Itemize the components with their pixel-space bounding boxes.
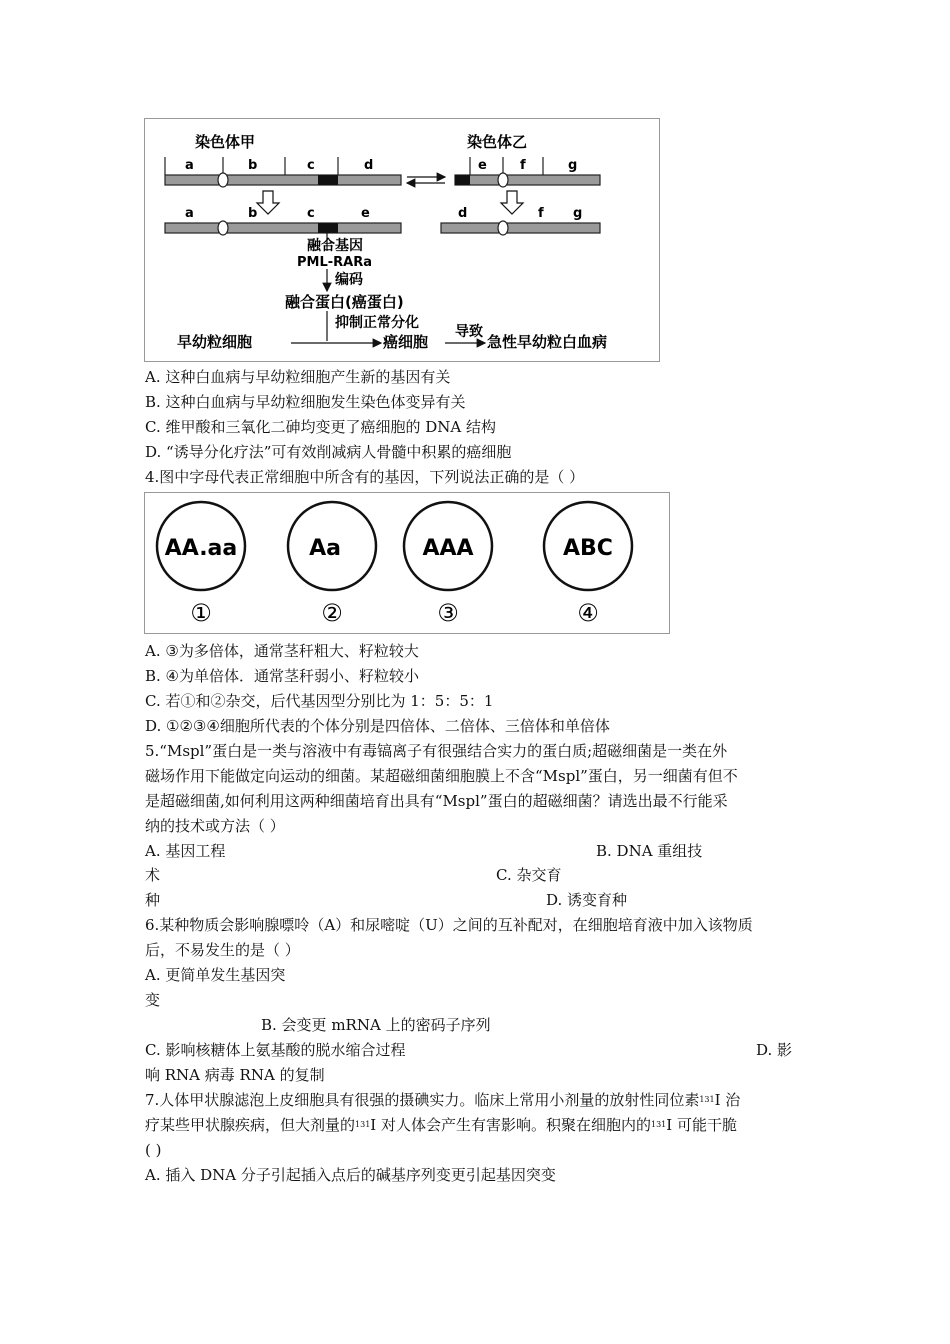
q7-text: 疗某些甲状腺疾病，但大剂量的 <box>145 1116 356 1134</box>
chromosome-a-top <box>165 157 401 187</box>
inhibit-label: 抑制正常分化 <box>335 315 419 331</box>
gene-label: a <box>185 158 194 173</box>
fusion-gene-name: PML-RARa <box>297 255 372 270</box>
cell-number: ① <box>190 599 212 627</box>
chromosome-a-label: 染色体甲 <box>195 133 256 151</box>
q7-text: I 治 <box>714 1091 741 1109</box>
q6-option-d: D. 影 <box>756 1041 793 1059</box>
q4-option-b: B. ④为单倍体．通常茎秆弱小、籽粒较小 <box>145 667 420 685</box>
cell-diagram <box>145 493 669 633</box>
gene-label: d <box>364 158 374 173</box>
gene-label: e <box>361 206 370 221</box>
cancer-cell-label: 癌细胞 <box>383 333 429 351</box>
encode-label: 编码 <box>335 272 363 288</box>
gene-label: e <box>478 158 487 173</box>
cell-genes: AA.aa <box>164 536 238 561</box>
q7-stem-line <box>145 1090 740 1110</box>
q6-option-a-cont: 变 <box>145 991 161 1009</box>
q7-stem-line <box>145 1115 737 1135</box>
q5-option-b: B. DNA 重组技 <box>596 842 703 860</box>
cell-number: ④ <box>577 599 599 627</box>
gene-label: d <box>458 206 468 221</box>
q6-stem-line: 6.某种物质会影响腺嘌呤（A）和尿嘧啶（U）之间的互补配对，在细胞培育液中加入该物质 <box>145 916 753 934</box>
q3-option-b: B. 这种白血病与早幼粒细胞发生染色体变异有关 <box>145 393 466 411</box>
cell-genes: ABC <box>563 536 613 561</box>
q4-option-a: A. ③为多倍体，通常茎秆粗大、籽粒较大 <box>145 642 419 660</box>
gene-label: g <box>568 158 578 173</box>
q3-option-a: A. 这种白血病与早幼粒细胞产生新的基因有关 <box>145 368 451 386</box>
isotope-superscript: 131 <box>355 1120 371 1129</box>
q7-text: I 对人体会产生有害影响。积聚在细胞内的 <box>370 1116 651 1134</box>
gene-label: c <box>307 158 315 173</box>
gene-label: f <box>538 206 544 221</box>
cell-genes: Aa <box>309 536 341 561</box>
exchange-arrows <box>407 177 445 183</box>
fusion-gene-label: 融合基因 <box>307 238 363 254</box>
q6-option-b: B. 会变更 mRNA 上的密码子序列 <box>261 1016 491 1034</box>
chromosome-b-bottom <box>441 206 600 235</box>
early-cell-label: 早幼粒细胞 <box>177 333 253 351</box>
q6-option-a: A. 更简单发生基因突 <box>145 966 286 984</box>
isotope-superscript: 131 <box>699 1095 715 1104</box>
down-arrow-icon <box>501 191 523 214</box>
q4-option-c: C. 若①和②杂交，后代基因型分别比为 1：5：5：1 <box>145 692 494 710</box>
q4-option-d: D. ①②③④细胞所代表的个体分别是四倍体、二倍体、三倍体和单倍体 <box>145 717 610 735</box>
chromosome-a-bottom <box>165 206 401 235</box>
q6-option-c: C. 影响核糖体上氨基酸的脱水缩合过程 <box>145 1041 406 1059</box>
q4-stem: 4.图中字母代表正常细胞中所含有的基因，下列说法正确的是（ ） <box>145 468 585 486</box>
cell-genes-figure <box>144 492 670 634</box>
q5-option-c: C. 杂交育 <box>496 866 562 884</box>
translocation-diagram <box>145 119 659 361</box>
gene-label: g <box>573 206 583 221</box>
gene-label: b <box>248 206 258 221</box>
gene-label: c <box>307 206 315 221</box>
q7-text: 7.人体甲状腺滤泡上皮细胞具有很强的摄碘实力。临床上常用小剂量的放射性同位素 <box>145 1091 700 1109</box>
disease-label: 急性早幼粒白血病 <box>487 333 608 351</box>
chromosome-b-label: 染色体乙 <box>467 133 528 151</box>
q6-stem-line: 后，不易发生的是（ ） <box>145 941 300 959</box>
gene-label: f <box>520 158 526 173</box>
down-arrow-icon <box>257 191 279 214</box>
cell-genes: AAA <box>422 536 474 561</box>
chromosome-b-top <box>455 157 600 187</box>
q7-option-a: A. 插入 DNA 分子引起插入点后的碱基序列变更引起基因突变 <box>145 1166 556 1184</box>
q7-answer-blank: ( ) <box>145 1141 162 1159</box>
gene-label: b <box>248 158 258 173</box>
q5-option-b-cont: 术 <box>145 866 161 884</box>
fusion-protein-label: 融合蛋白(癌蛋白) <box>285 293 404 311</box>
cell-4 <box>544 502 632 627</box>
q5-stem-line: 是超磁细菌,如何利用这两种细菌培育出具有“Mspl”蛋白的超磁细菌？请选出最不行能采 <box>145 792 728 810</box>
q5-option-d: D. 诱变育种 <box>546 891 628 909</box>
cell-2 <box>288 502 376 627</box>
q5-stem-line: 纳的技术或方法（ ） <box>145 817 285 835</box>
q5-stem-line: 5.“Mspl”蛋白是一类与溶液中有毒镐离子有很强结合实力的蛋白质;超磁细菌是一类在外 <box>145 742 728 760</box>
lead-to-label: 导致 <box>455 324 483 340</box>
q3-option-c: C. 维甲酸和三氧化二砷均变更了癌细胞的 DNA 结构 <box>145 418 497 436</box>
cell-number: ③ <box>437 599 459 627</box>
q5-stem-line: 磁场作用下能做定向运动的细菌。某超磁细菌细胞膜上不含“Mspl”蛋白，另一细菌有但不 <box>145 767 738 785</box>
cell-3 <box>404 502 492 627</box>
cell-number: ② <box>321 599 343 627</box>
q5-option-c-cont: 种 <box>145 891 161 909</box>
gene-label: a <box>185 206 194 221</box>
cell-1 <box>157 502 245 627</box>
q5-option-a: A. 基因工程 <box>145 842 226 860</box>
q7-text: I 可能干脆 <box>666 1116 737 1134</box>
q6-option-d-cont: 响 RNA 病毒 RNA 的复制 <box>145 1066 325 1084</box>
chromosome-translocation-figure <box>144 118 660 362</box>
isotope-superscript: 131 <box>651 1120 667 1129</box>
q3-option-d: D. “诱导分化疗法”可有效削减病人骨髓中积累的癌细胞 <box>145 443 512 461</box>
